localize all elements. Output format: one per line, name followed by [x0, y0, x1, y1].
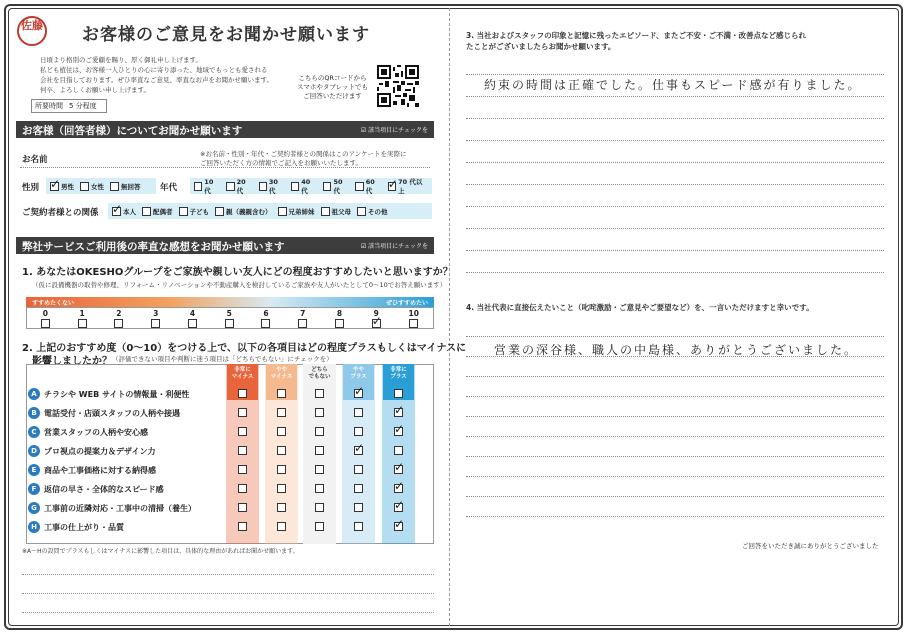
scale-checkbox[interactable]: [335, 319, 344, 328]
qr-caption-line: こちらのQRコードから: [298, 74, 367, 82]
rating-checkbox[interactable]: [354, 503, 363, 512]
rating-row: [26, 423, 434, 441]
age-checkbox[interactable]: [226, 182, 234, 191]
scale-gradient: [26, 297, 434, 307]
rating-checkbox[interactable]: [394, 465, 403, 474]
scale-checkbox[interactable]: [114, 319, 123, 328]
rating-checkbox[interactable]: [277, 408, 286, 417]
rating-checkbox[interactable]: [354, 522, 363, 531]
ruled-line[interactable]: [466, 476, 884, 477]
check-note: ☑ 該当項目にチェックを: [360, 127, 428, 134]
age-options: [190, 178, 432, 194]
rating-checkbox[interactable]: [238, 446, 247, 455]
answer-line[interactable]: [22, 593, 434, 594]
item-badge: D: [28, 445, 40, 457]
ruled-line[interactable]: [466, 74, 884, 75]
age-option-label: 30 代: [268, 177, 278, 195]
rating-column-header: 非常に プラス: [383, 364, 414, 400]
rating-checkbox[interactable]: [238, 427, 247, 436]
gender-checkbox[interactable]: [80, 182, 89, 191]
rating-checkbox[interactable]: [354, 408, 363, 417]
gender-option-label: 女性: [91, 182, 104, 191]
relation-option-label: その他: [368, 207, 388, 216]
rating-checkbox[interactable]: [277, 389, 286, 398]
rating-checkbox[interactable]: [277, 427, 286, 436]
scale-number: 10: [408, 308, 419, 318]
rating-column-header: やや マイナス: [266, 364, 297, 400]
time-label: 所要時間: [35, 102, 63, 110]
name-label: お名前: [22, 155, 48, 165]
time-estimate: [31, 99, 107, 113]
age-checkbox[interactable]: [291, 182, 299, 191]
ruled-line[interactable]: [466, 456, 884, 457]
item-badge: E: [28, 464, 40, 476]
scale-checkbox[interactable]: [188, 319, 197, 328]
relation-option[interactable]: [357, 207, 388, 216]
scale-number: 5: [226, 308, 232, 318]
item-badge: G: [28, 502, 40, 514]
age-option[interactable]: [323, 178, 349, 195]
item-label: 工事前の近隣対応・工事中の清掃（養生）: [44, 503, 196, 513]
age-option[interactable]: [194, 178, 220, 195]
relation-option-label: 兄弟姉妹: [288, 207, 315, 216]
scale-option[interactable]: [78, 309, 87, 328]
ruled-line[interactable]: [466, 206, 884, 207]
ruled-line[interactable]: [466, 336, 884, 337]
relation-checkbox[interactable]: [321, 207, 330, 216]
relation-checkbox[interactable]: [357, 207, 366, 216]
ruled-line[interactable]: [466, 184, 884, 185]
privacy-note: [200, 150, 440, 168]
rating-checkbox[interactable]: [315, 446, 324, 455]
ruled-line[interactable]: [466, 356, 884, 357]
relation-option-label: 本人: [123, 207, 136, 216]
item-badge: A: [28, 388, 40, 400]
rating-checkbox[interactable]: [315, 503, 324, 512]
relation-checkbox[interactable]: [142, 207, 151, 216]
item-label: チラシや WEB サイトの情報量・利便性: [44, 389, 190, 399]
ruled-line[interactable]: [466, 140, 884, 141]
item-label: プロ視点の提案力＆デザイン力: [44, 446, 156, 456]
rating-checkbox[interactable]: [394, 389, 403, 398]
q4-title: 4. 当社代表に直接伝えたいこと（叱咤激励・ご意見やご要望など）を、一言いただけますと幸いです。: [466, 303, 814, 312]
rating-column-header: どちら でもない: [304, 364, 335, 400]
gender-label: 性別: [22, 183, 40, 193]
rating-checkbox[interactable]: [238, 503, 247, 512]
item-label: 返信の早さ・全体的なスピード感: [44, 484, 164, 494]
relation-option-label: 子ども: [189, 207, 209, 216]
q1-subtitle: （仮に設備機器の取替や修理、リフォーム・リノベーションや不動産購入を検討しているご家族や友人がいたとして0〜10でお答え願います）: [32, 281, 447, 289]
scale-number: 7: [300, 308, 306, 318]
rating-checkbox[interactable]: [394, 446, 403, 455]
rating-row: [26, 404, 434, 422]
rating-checkbox[interactable]: [315, 427, 324, 436]
ruled-line[interactable]: [466, 516, 884, 517]
rating-checkbox[interactable]: [354, 446, 363, 455]
gender-checkbox[interactable]: [110, 182, 119, 191]
scale-option[interactable]: [261, 309, 270, 328]
rating-row: [26, 442, 434, 460]
rating-checkbox[interactable]: [277, 484, 286, 493]
relation-option[interactable]: [179, 207, 210, 216]
intro-line: 何卒、よろしくお願い申し上げます。: [40, 86, 150, 94]
scale-option[interactable]: [41, 309, 50, 328]
q2-title-2: 影響しましたか？: [32, 356, 112, 367]
relation-option[interactable]: [112, 207, 136, 216]
age-option[interactable]: [388, 177, 426, 195]
relation-option-label: 配偶者: [153, 207, 173, 216]
rating-checkbox[interactable]: [315, 389, 324, 398]
section-title: お客様（回答者様）についてお聞かせ願います: [22, 125, 243, 137]
ruled-line[interactable]: [466, 396, 884, 397]
scale-number: 2: [116, 308, 122, 318]
relation-option[interactable]: [278, 207, 315, 216]
rating-checkbox[interactable]: [277, 446, 286, 455]
rating-checkbox[interactable]: [238, 465, 247, 474]
rating-checkbox[interactable]: [315, 522, 324, 531]
scale-option[interactable]: [372, 309, 381, 328]
recommend-scale: [26, 307, 434, 329]
ruled-line[interactable]: [466, 96, 884, 97]
relation-option-label: 親（義親含む）: [226, 207, 272, 216]
rating-checkbox[interactable]: [315, 465, 324, 474]
rating-checkbox[interactable]: [277, 503, 286, 512]
thanks-text: ご回答をいただき誠にありがとうございました: [742, 542, 879, 550]
rating-checkbox[interactable]: [394, 503, 403, 512]
age-checkbox[interactable]: [388, 182, 396, 191]
qr-caption: [290, 74, 375, 101]
q3-handwritten-answer: 約束の時間は正確でした。仕事もスピード感が有りました。: [484, 78, 862, 92]
scale-number: 0: [42, 308, 48, 318]
age-option-label: 40 代: [301, 177, 311, 195]
ruled-line[interactable]: [466, 162, 884, 163]
scale-option[interactable]: [409, 309, 419, 328]
gender-option-label: 男性: [61, 182, 74, 191]
page-title: お客様のご意見をお聞かせ願います: [82, 25, 370, 45]
age-option-label: 60 代: [365, 177, 375, 195]
age-checkbox[interactable]: [259, 182, 267, 191]
answer-line[interactable]: [22, 574, 434, 575]
scale-checkbox[interactable]: [151, 319, 160, 328]
scale-low-label: すすめたくない: [32, 300, 75, 307]
ruled-line[interactable]: [466, 272, 884, 273]
qr-caption-line: スマホやタブレットでも: [296, 83, 369, 91]
section-title: 弊社サービスご利用後の率直な感想をお聞かせ願います: [22, 241, 285, 253]
scale-option[interactable]: [298, 309, 307, 328]
ruled-line[interactable]: [466, 250, 884, 251]
age-option-label: 20 代: [236, 177, 246, 195]
privacy-note-line: ご回答いただく方の情報でご記入をお願いいたします。: [200, 159, 362, 167]
scale-option[interactable]: [335, 309, 344, 328]
relation-option[interactable]: [142, 207, 173, 216]
q3-line: 3. 当社およびスタッフの印象と記憶に残ったエピソード、またご不安・ご不満・改善点など感じられ: [466, 31, 807, 40]
scale-number: 4: [189, 308, 196, 318]
relation-option[interactable]: [215, 207, 272, 216]
rating-checkbox[interactable]: [315, 484, 324, 493]
scale-checkbox[interactable]: [225, 319, 234, 328]
scale-checkbox[interactable]: [261, 319, 270, 328]
rating-checkbox[interactable]: [238, 408, 247, 417]
rating-checkbox[interactable]: [354, 484, 363, 493]
age-checkbox[interactable]: [355, 182, 363, 191]
gender-option[interactable]: [50, 182, 74, 191]
scale-checkbox[interactable]: [372, 319, 381, 328]
page-divider: [449, 8, 450, 626]
ruled-line[interactable]: [466, 436, 884, 437]
qr-caption-line: ご回答いただけます: [303, 92, 362, 100]
rating-checkbox[interactable]: [394, 484, 403, 493]
item-badge: F: [28, 483, 40, 495]
rating-row: [26, 385, 434, 403]
intro-text: [40, 55, 280, 95]
relation-option-label: 祖父母: [331, 207, 351, 216]
rating-checkbox[interactable]: [354, 465, 363, 474]
item-badge: C: [28, 426, 40, 438]
scale-high-label: ぜひすすめたい: [385, 300, 428, 307]
rating-checkbox[interactable]: [354, 427, 363, 436]
qr-code[interactable]: [377, 65, 419, 107]
age-option-label: 10 代: [204, 177, 214, 195]
q1-title: 1. あなたはOKESHOグループをご家族や親しい友人にどの程度おすすめしたいと思いますか？: [22, 267, 453, 278]
scale-number: 8: [336, 308, 343, 318]
section-feedback-header: [16, 237, 434, 254]
relation-label: ご契約者様との関係: [22, 208, 99, 218]
age-option[interactable]: [259, 178, 285, 195]
relation-option[interactable]: [321, 207, 352, 216]
privacy-note-line: ※お名前・性別・年代・ご契約者様との関係はこのアンケートを実際に: [200, 150, 407, 158]
rating-checkbox[interactable]: [315, 408, 324, 417]
check-note-text: 該当項目にチェックを: [368, 243, 428, 250]
ruled-line[interactable]: [466, 416, 884, 417]
answer-line[interactable]: [22, 612, 434, 613]
scale-checkbox[interactable]: [409, 319, 418, 328]
relation-checkbox[interactable]: [215, 207, 224, 216]
age-label: 年代: [160, 183, 178, 193]
relation-checkbox[interactable]: [112, 207, 121, 216]
rating-row: [26, 518, 434, 536]
q2-subtitle: （評価できない項目や判断に迷う項目は「どちらでもない」にチェックを）: [112, 355, 333, 363]
q2-title: 2. 上記のおすすめ度（0〜10）をつける上で、以下の各項目はどの程度プラスもしくはマイナスに: [22, 343, 467, 354]
rating-row: [26, 499, 434, 517]
item-label: 営業スタッフの人柄や安心感: [44, 427, 148, 437]
q3-title: [466, 30, 891, 52]
q4-handwritten-answer: 営業の深谷様、職人の中島様、ありがとうございました。: [494, 343, 859, 357]
rating-column-header: 非常に マイナス: [227, 364, 258, 400]
item-label: 工事の仕上がり・品質: [44, 522, 124, 532]
q3-line: たことがございましたらお聞かせ願います。: [466, 42, 616, 51]
intro-line: 日頃より格別のご愛顧を賜り、厚く御礼申し上げます。: [40, 56, 202, 64]
scale-option[interactable]: [188, 309, 197, 328]
age-option-label: 70 代以上: [398, 178, 423, 195]
scale-number: 6: [263, 308, 269, 318]
intro-line: 会社を目指しております。ぜひ率直なご意見、率直なお声をお聞かせ願います。: [40, 76, 273, 84]
check-note-text: 該当項目にチェックを: [368, 127, 428, 134]
time-value: 5 分程度: [69, 102, 97, 110]
age-option-label: 50 代: [333, 177, 343, 195]
gender-options: [46, 178, 156, 194]
rating-checkbox[interactable]: [238, 389, 247, 398]
ruled-line[interactable]: [466, 118, 884, 119]
scale-option[interactable]: [114, 309, 123, 328]
rating-checkbox[interactable]: [277, 522, 286, 531]
rating-checkbox[interactable]: [238, 484, 247, 493]
seal-text: 佐藤: [21, 19, 43, 32]
scale-number: 3: [153, 308, 159, 318]
gender-option[interactable]: [110, 182, 141, 191]
scale-checkbox[interactable]: [298, 319, 307, 328]
relation-checkbox[interactable]: [179, 207, 188, 216]
rating-checkbox[interactable]: [354, 389, 363, 398]
age-option[interactable]: [355, 178, 381, 195]
age-checkbox[interactable]: [323, 182, 331, 191]
rating-checkbox[interactable]: [238, 522, 247, 531]
relation-options: [108, 203, 432, 219]
rating-checkbox[interactable]: [394, 522, 403, 531]
ruled-line[interactable]: [466, 228, 884, 229]
scale-option[interactable]: [151, 309, 160, 328]
rating-row: [26, 461, 434, 479]
section-respondent-header: [16, 121, 434, 138]
relation-checkbox[interactable]: [278, 207, 287, 216]
rating-column-header: やや プラス: [343, 364, 374, 400]
gender-option-label: 無回答: [121, 182, 141, 191]
age-checkbox[interactable]: [194, 182, 202, 191]
item-label: 電話受付・店頭スタッフの人柄や接遇: [44, 408, 180, 418]
scale-option[interactable]: [225, 309, 234, 328]
item-badge: H: [28, 521, 40, 533]
seal-stamp: [17, 16, 47, 46]
rating-row: [26, 480, 434, 498]
name-line: [20, 167, 430, 168]
item-badge: B: [28, 407, 40, 419]
rating-checkbox[interactable]: [277, 465, 286, 474]
rating-checkbox[interactable]: [394, 408, 403, 417]
scale-checkbox[interactable]: [78, 319, 87, 328]
gender-option[interactable]: [80, 182, 104, 191]
age-option[interactable]: [291, 178, 317, 195]
footnote: ※A〜Hの設問でプラスもしくはマイナスに影響した項目は、具体的な理由があればお聞かせ願います。: [22, 548, 299, 555]
intro-line: 私ども植住は、お客様一人ひとりの心に寄り添った、地域でもっとも愛される: [40, 66, 268, 74]
check-note: ☑ 該当項目にチェックを: [360, 243, 428, 250]
scale-number: 1: [79, 308, 85, 318]
rating-checkbox[interactable]: [394, 427, 403, 436]
item-label: 商品や工事価格に対する納得感: [44, 465, 156, 475]
age-option[interactable]: [226, 178, 252, 195]
ruled-line[interactable]: [466, 376, 884, 377]
gender-checkbox[interactable]: [50, 182, 59, 191]
ruled-line[interactable]: [466, 496, 884, 497]
scale-checkbox[interactable]: [41, 319, 50, 328]
